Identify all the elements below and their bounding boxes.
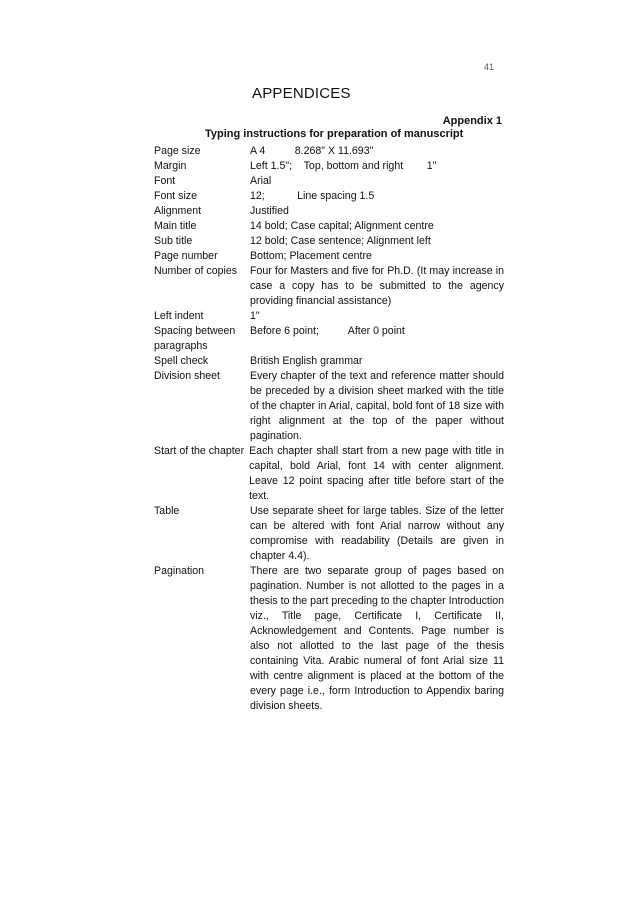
table-row [154,309,504,324]
row-value: British English grammar [250,355,363,367]
row-value: Before 6 point; After 0 point [250,325,405,337]
appendix-label: Appendix 1 [442,115,502,127]
row-value: 1" [250,310,260,322]
row-label: Margin [154,160,187,172]
row-value: Left 1.5"; Top, bottom and right 1" [250,160,437,172]
row-label: Font [154,175,176,187]
row-label: Table [154,505,180,517]
table-row [154,564,504,714]
row-value: Every chapter of the text and reference matter should be preceded by a division sheet marked with the title of the chapter in Arial, capital, bold font of 18 size with right alignment at the top of the paper without pagination. [250,370,504,442]
table-row [154,369,504,444]
row-value: 14 bold; Case capital; Alignment centre [250,220,434,232]
table-row [154,444,504,504]
table-row [154,204,504,219]
page-number: 41 [484,62,495,72]
table-row [154,264,504,309]
table-row [154,249,504,264]
table-row [154,324,504,354]
row-value: Use separate sheet for large tables. Size of the letter can be altered with font Arial narrow without any compromise with readability (Details are given in chapter 4.4). [250,505,504,562]
row-value: There are two separate group of pages based on pagination. Number is not allotted to the pages in a thesis to the part preceding to the chapter Introduction viz., Title page, Certificate I, Certificate II, Acknowledgement and Contents. Page number is also not allotted to the last page of the thesis containing Vita. Arabic numeral of font Arial size 11 with centre alignment is placed at the bottom of the every page i.e., form Introduction to Appendix baring division sheets. [250,565,504,712]
row-value: Four for Masters and five for Ph.D. (It may increase in case a copy has to be submitted to the agency providing financial assistance) [250,265,504,307]
table-row [154,234,504,249]
instructions-table [154,144,504,714]
row-value: A 4 8.268" X 11.693" [250,145,374,157]
row-label: Division sheet [154,370,220,382]
table-row [154,174,504,189]
row-label: Pagination [154,565,205,577]
row-value: Justified [250,205,289,217]
table-row [154,144,504,159]
section-heading: Typing instructions for preparation of manuscript [205,128,464,140]
row-label: Start of the chapter [154,445,245,457]
page-title: APPENDICES [252,85,351,102]
row-label: Sub title [154,235,193,247]
row-label: Font size [154,190,197,202]
row-value: Each chapter shall start from a new page with title in capital, bold Arial, font 14 with center alignment. Leave 12 point spacing after title before start of the text. [249,445,504,502]
row-label: Spell check [154,355,209,367]
row-label: Left indent [154,310,204,322]
row-label: Alignment [154,205,202,217]
row-label: Number of copies [154,265,238,277]
row-label: Spacing between paragraphs [154,325,236,352]
table-row [154,189,504,204]
table-row [154,504,504,564]
row-value: Arial [250,175,272,187]
row-label: Main title [154,220,197,232]
row-value: 12 bold; Case sentence; Alignment left [250,235,431,247]
row-label: Page number [154,250,218,262]
row-value: 12; Line spacing 1.5 [250,190,375,202]
table-row [154,159,504,174]
table-row [154,354,504,369]
table-row [154,219,504,234]
row-value: Bottom; Placement centre [250,250,372,262]
row-label: Page size [154,145,201,157]
